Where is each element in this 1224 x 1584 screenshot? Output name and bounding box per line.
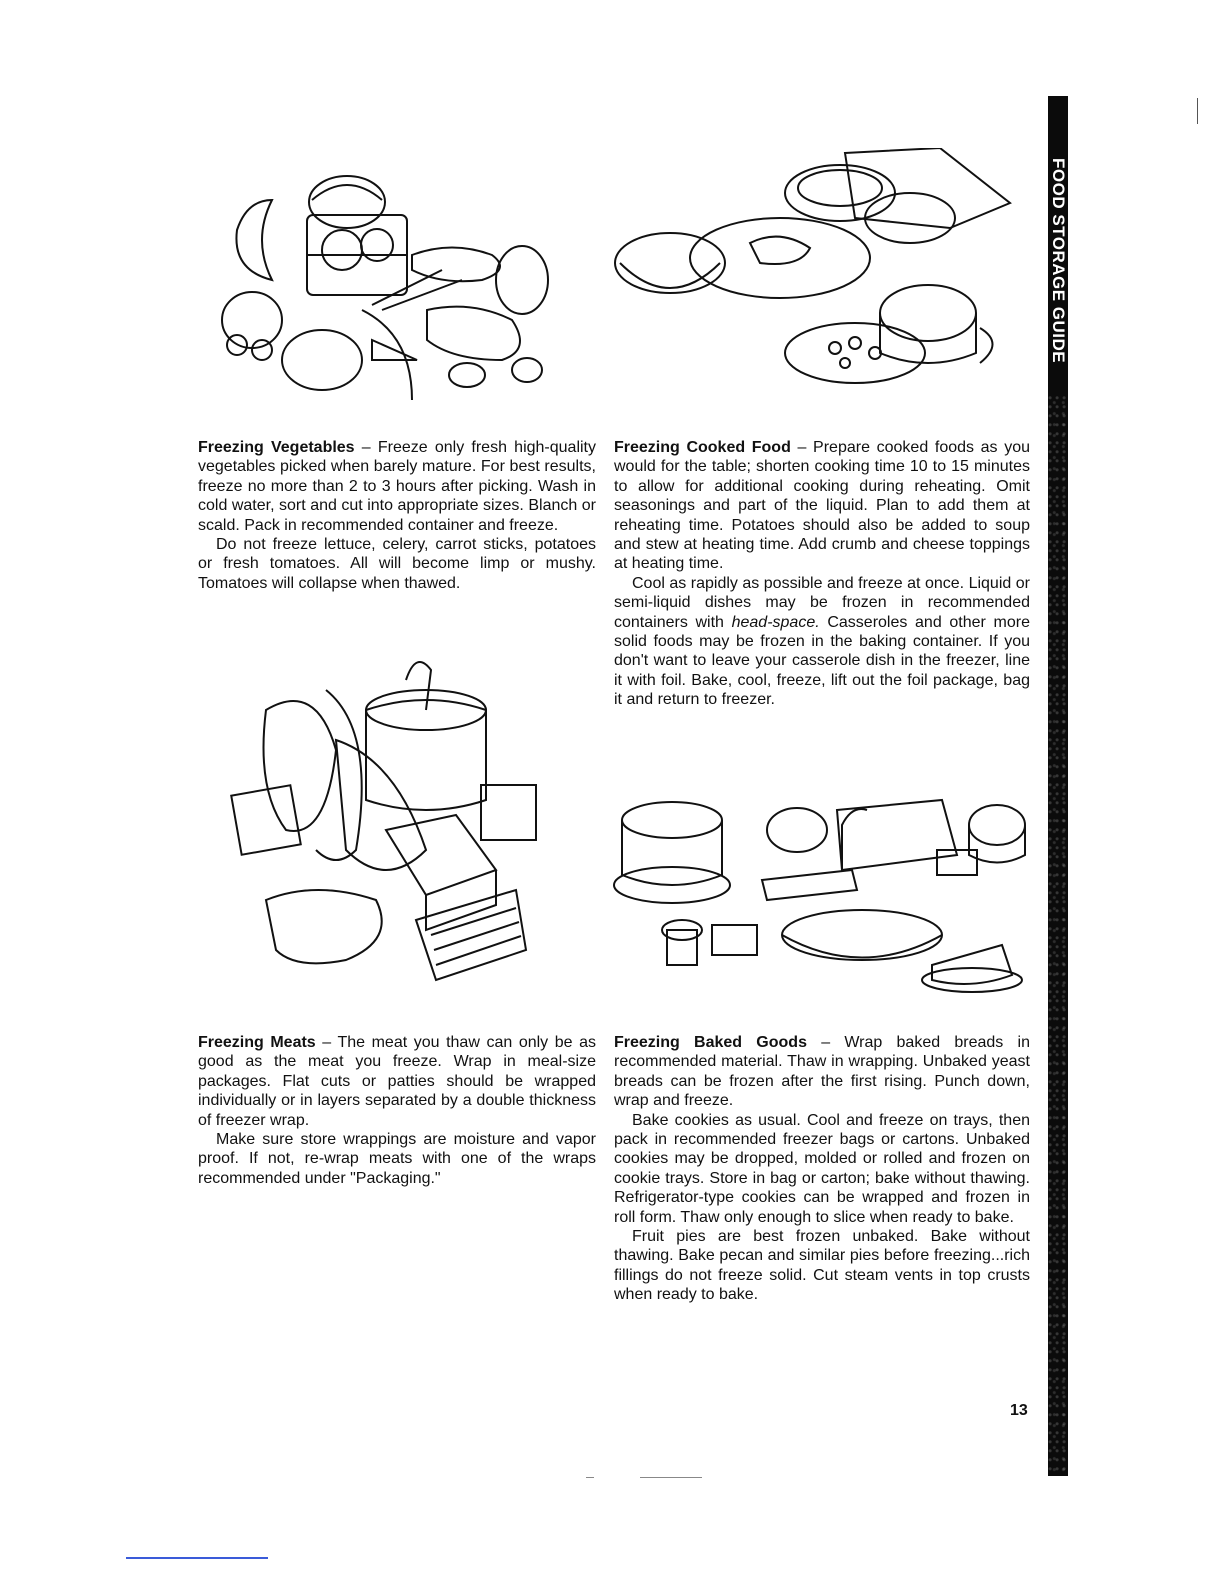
page-number: 13 [1010,1402,1028,1419]
section-meats [198,1033,596,1188]
cooked-food-illustration [610,148,1030,393]
cooked-food-intro: – Prepare cooked foods as you would for the table; shorten cooking time 10 to 15 minutes to allow for additional cooking during reheating. Omit seasonings and part of the liquid. Plan to add them at reheating time. Potatoes should also be added to soup and stew at heating time. Add crumb and cheese toppings at heating time. [614,439,1030,573]
edge-mark [1197,98,1198,124]
cooked-food-p2-a: Cool as rapidly as possible and freeze at once. Liquid or semi-liquid dishes may be frozen in recommended containers with [614,574,1030,631]
vegetables-intro: – Freeze only fresh high-quality vegetables picked when barely mature. For best results, freeze no more than 2 to 3 hours after picking. Wash in cold water, sort and cut into appropriate sizes. Blanch or scald. Pack in recommended container and freeze. [198,439,597,534]
vegetables-illustration [212,160,557,410]
vegetables-paragraph-1 [198,438,596,535]
vegetables-heading: Freezing Vegetables [198,439,355,456]
baked-goods-illustration [612,795,1032,995]
scan-mark [586,1477,594,1478]
baked-goods-heading: Freezing Baked Goods [614,1034,807,1051]
meats-paragraph-2: Make sure store wrappings are moisture and vapor proof. If not, re-wrap meats with one of the wraps recommended under "Packaging." [198,1131,596,1187]
baked-goods-intro: – Wrap baked breads in recommended material. Thaw in wrapping. Unbaked yeast breads can be frozen after the first rising. Punch down, wrap and freeze. [614,1034,1030,1110]
section-vegetables [198,438,596,593]
cooked-food-p2-b: Casseroles and other more solid foods may be frozen in the baking container. If you don't want to leave your casserole dish in the freezer, line it with foil. Bake, cool, freeze, lift out the foil package, bag it and return to freezer. [614,613,1030,709]
scan-mark [640,1477,702,1478]
sidebar-label: FOOD STORAGE GUIDE [1049,158,1068,364]
meats-paragraph-1 [198,1033,596,1130]
meats-intro: – The meat you thaw can only be as good as the meat you freeze. Wrap in meal-size packages. Flat cuts or patties should be wrapped individually or in layers separated by a double thickness of freezer wrap. [198,1034,596,1129]
baked-goods-paragraph-2: Bake cookies as usual. Cool and freeze on trays, then pack in recommended freezer bags or cartons. Unbaked cookies may be dropped, molded or rolled and frozen on cookie trays. Store in bag or carton; bake without thawing. Refrigerator-type cookies can be wrapped and frozen in roll form. Thaw only enough to slice when ready to bake. [614,1111,1030,1226]
cooked-food-paragraph-2 [614,574,1030,710]
baked-goods-paragraph-3: Fruit pies are best frozen unbaked. Bake without thawing. Bake pecan and similar pies before freezing...rich fillings do not freeze solid. Cut steam vents in top crusts when ready to bake. [614,1228,1030,1304]
bottom-rule [126,1557,268,1559]
head-space-term: head-space. [731,613,820,631]
meats-illustration [226,650,566,995]
cooked-food-heading: Freezing Cooked Food [614,439,791,456]
meats-heading: Freezing Meats [198,1034,316,1051]
section-baked-goods [614,1033,1030,1305]
section-cooked-food [614,438,1030,710]
baked-goods-paragraph-1 [614,1033,1030,1111]
cooked-food-paragraph-1 [614,438,1030,574]
vegetables-paragraph-2: Do not freeze lettuce, celery, carrot sticks, potatoes or fresh tomatoes. All will become limp or mushy. Tomatoes will collapse when thawed. [198,536,596,592]
